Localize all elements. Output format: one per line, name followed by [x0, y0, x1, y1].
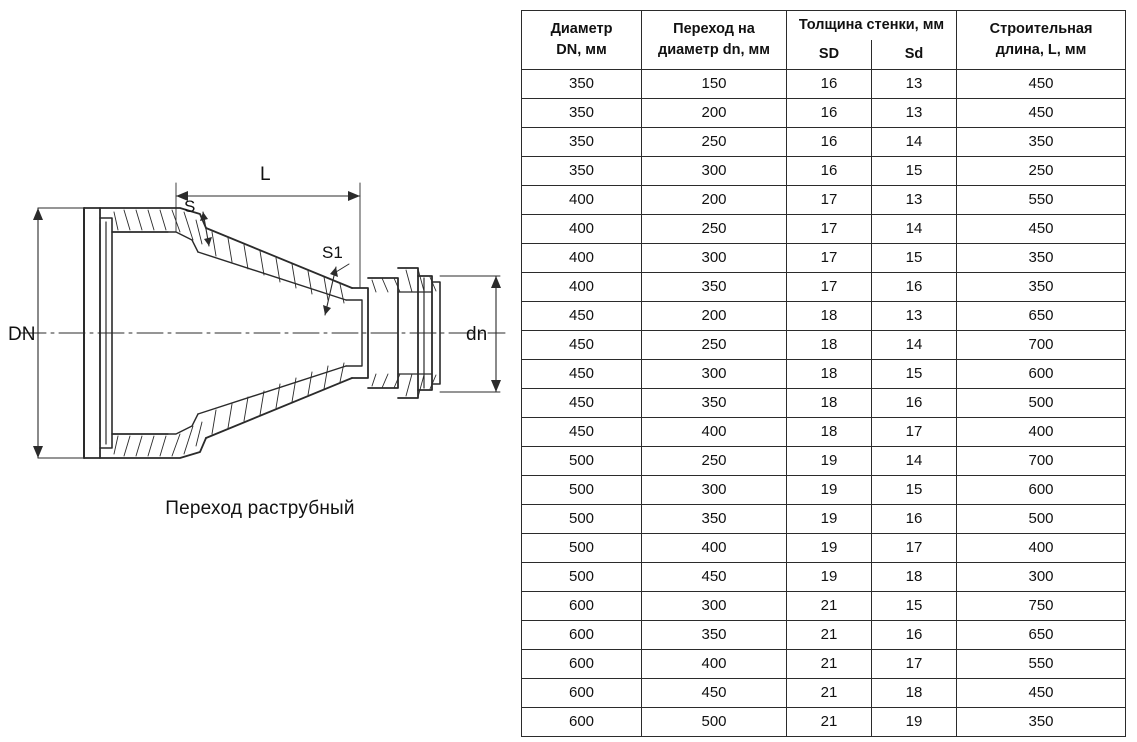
cell-diameter-dn: 400	[522, 186, 642, 215]
cell-length-l: 650	[957, 621, 1126, 650]
cell-diameter-dn: 350	[522, 99, 642, 128]
cell-transition-dn: 150	[642, 70, 787, 99]
cell-diameter-dn: 500	[522, 447, 642, 476]
table-row	[522, 505, 1126, 534]
cell-length-l: 400	[957, 534, 1126, 563]
cell-diameter-dn: 450	[522, 302, 642, 331]
cell-length-l: 400	[957, 418, 1126, 447]
table-header	[522, 11, 1126, 70]
technical-drawing-panel	[0, 0, 520, 742]
cell-wall-sd: 21	[787, 708, 872, 737]
cell-diameter-dn: 600	[522, 679, 642, 708]
table-row	[522, 70, 1126, 99]
th-transition-dn-line2: диаметр dn, мм	[658, 42, 770, 59]
cell-transition-dn: 400	[642, 534, 787, 563]
cell-wall-sd-small: 15	[872, 360, 957, 389]
cell-wall-sd-small: 15	[872, 244, 957, 273]
cell-wall-sd: 16	[787, 128, 872, 157]
cell-length-l: 450	[957, 99, 1126, 128]
cell-transition-dn: 400	[642, 418, 787, 447]
cell-transition-dn: 200	[642, 302, 787, 331]
cell-wall-sd-small: 13	[872, 302, 957, 331]
cell-wall-sd: 16	[787, 99, 872, 128]
cell-length-l: 650	[957, 302, 1126, 331]
cell-transition-dn: 250	[642, 215, 787, 244]
cell-diameter-dn: 500	[522, 534, 642, 563]
cell-wall-sd-small: 16	[872, 505, 957, 534]
cell-transition-dn: 250	[642, 447, 787, 476]
label-dn-big: DN	[8, 324, 36, 345]
cell-wall-sd: 19	[787, 563, 872, 592]
th-diameter-dn-line2: DN, мм	[556, 42, 607, 59]
cell-transition-dn: 200	[642, 186, 787, 215]
cell-diameter-dn: 600	[522, 650, 642, 679]
cell-wall-sd-small: 14	[872, 331, 957, 360]
cell-wall-sd: 16	[787, 70, 872, 99]
cell-diameter-dn: 350	[522, 70, 642, 99]
cell-length-l: 750	[957, 592, 1126, 621]
cell-wall-sd: 17	[787, 186, 872, 215]
table-row	[522, 389, 1126, 418]
cell-diameter-dn: 450	[522, 418, 642, 447]
table-row	[522, 244, 1126, 273]
cell-length-l: 450	[957, 679, 1126, 708]
drawing-caption: Переход раструбный	[165, 498, 355, 519]
cell-wall-sd-small: 18	[872, 563, 957, 592]
cell-wall-sd-small: 17	[872, 418, 957, 447]
th-sd-big: SD	[787, 40, 872, 70]
cell-diameter-dn: 450	[522, 360, 642, 389]
cell-diameter-dn: 500	[522, 505, 642, 534]
cell-wall-sd: 19	[787, 505, 872, 534]
reducer-drawing-svg	[0, 0, 520, 540]
cell-transition-dn: 250	[642, 331, 787, 360]
cell-wall-sd: 17	[787, 215, 872, 244]
th-diameter-dn	[522, 11, 642, 70]
cell-wall-sd-small: 13	[872, 99, 957, 128]
table-row	[522, 650, 1126, 679]
table-body	[522, 70, 1126, 737]
cell-transition-dn: 500	[642, 708, 787, 737]
cell-diameter-dn: 400	[522, 273, 642, 302]
cell-wall-sd-small: 18	[872, 679, 957, 708]
cell-transition-dn: 350	[642, 273, 787, 302]
cell-wall-sd-small: 13	[872, 186, 957, 215]
cell-wall-sd-small: 15	[872, 592, 957, 621]
cell-transition-dn: 300	[642, 592, 787, 621]
cell-transition-dn: 200	[642, 99, 787, 128]
cell-wall-sd: 16	[787, 157, 872, 186]
cell-length-l: 600	[957, 476, 1126, 505]
cell-wall-sd-small: 15	[872, 476, 957, 505]
cell-wall-sd-small: 17	[872, 650, 957, 679]
cell-diameter-dn: 600	[522, 621, 642, 650]
table-row	[522, 476, 1126, 505]
th-transition-dn	[642, 11, 787, 70]
table-row	[522, 128, 1126, 157]
table-row	[522, 360, 1126, 389]
th-transition-dn-line1: Переход на	[673, 21, 755, 37]
cell-length-l: 300	[957, 563, 1126, 592]
cell-transition-dn: 450	[642, 563, 787, 592]
cell-wall-sd-small: 19	[872, 708, 957, 737]
th-construction-length-line1: Строительная	[989, 21, 1093, 37]
cell-wall-sd: 18	[787, 389, 872, 418]
cell-transition-dn: 300	[642, 244, 787, 273]
cell-diameter-dn: 450	[522, 389, 642, 418]
th-wall-thickness-group: Толщина стенки, мм	[787, 11, 957, 41]
cell-transition-dn: 250	[642, 128, 787, 157]
cell-transition-dn: 300	[642, 476, 787, 505]
cell-length-l: 700	[957, 331, 1126, 360]
table-row	[522, 447, 1126, 476]
cell-length-l: 450	[957, 215, 1126, 244]
cell-diameter-dn: 450	[522, 331, 642, 360]
cell-length-l: 450	[957, 70, 1126, 99]
cell-wall-sd-small: 14	[872, 447, 957, 476]
label-wall-s1: S1	[322, 243, 343, 262]
cell-length-l: 550	[957, 650, 1126, 679]
table-row	[522, 331, 1126, 360]
cell-wall-sd: 21	[787, 621, 872, 650]
cell-transition-dn: 400	[642, 650, 787, 679]
cell-wall-sd-small: 14	[872, 128, 957, 157]
cell-wall-sd: 17	[787, 244, 872, 273]
cell-transition-dn: 350	[642, 505, 787, 534]
cell-wall-sd-small: 13	[872, 70, 957, 99]
cell-wall-sd: 21	[787, 592, 872, 621]
cell-transition-dn: 300	[642, 360, 787, 389]
cell-length-l: 250	[957, 157, 1126, 186]
cell-wall-sd-small: 16	[872, 621, 957, 650]
cell-length-l: 350	[957, 244, 1126, 273]
table-row	[522, 418, 1126, 447]
cell-wall-sd: 19	[787, 476, 872, 505]
cell-wall-sd: 18	[787, 331, 872, 360]
label-wall-s: S	[184, 197, 196, 216]
table-row	[522, 215, 1126, 244]
cell-wall-sd-small: 16	[872, 389, 957, 418]
cell-wall-sd: 18	[787, 302, 872, 331]
cell-length-l: 550	[957, 186, 1126, 215]
cell-length-l: 350	[957, 273, 1126, 302]
cell-diameter-dn: 500	[522, 476, 642, 505]
cell-transition-dn: 450	[642, 679, 787, 708]
table-row	[522, 273, 1126, 302]
table-row	[522, 621, 1126, 650]
cell-wall-sd-small: 17	[872, 534, 957, 563]
cell-wall-sd: 18	[787, 360, 872, 389]
cell-wall-sd-small: 16	[872, 273, 957, 302]
table-row	[522, 679, 1126, 708]
table-row	[522, 99, 1126, 128]
cell-length-l: 500	[957, 389, 1126, 418]
cell-transition-dn: 350	[642, 389, 787, 418]
specification-table-wrap	[521, 10, 1127, 737]
table-row	[522, 302, 1126, 331]
cell-length-l: 600	[957, 360, 1126, 389]
table-row	[522, 186, 1126, 215]
cell-diameter-dn: 400	[522, 244, 642, 273]
cell-wall-sd: 21	[787, 679, 872, 708]
cell-diameter-dn: 600	[522, 708, 642, 737]
specification-table	[521, 10, 1126, 737]
cell-length-l: 700	[957, 447, 1126, 476]
table-row	[522, 157, 1126, 186]
cell-diameter-dn: 600	[522, 592, 642, 621]
cell-transition-dn: 350	[642, 621, 787, 650]
table-row	[522, 592, 1126, 621]
cell-diameter-dn: 350	[522, 128, 642, 157]
cell-wall-sd-small: 14	[872, 215, 957, 244]
table-row	[522, 534, 1126, 563]
th-diameter-dn-line1: Диаметр	[550, 21, 613, 37]
table-row	[522, 708, 1126, 737]
th-construction-length	[957, 11, 1126, 70]
table-row	[522, 563, 1126, 592]
cell-length-l: 350	[957, 708, 1126, 737]
cell-wall-sd: 19	[787, 534, 872, 563]
cell-diameter-dn: 350	[522, 157, 642, 186]
label-dn-small: dn	[466, 324, 488, 345]
cell-diameter-dn: 400	[522, 215, 642, 244]
label-length-l: L	[260, 164, 271, 185]
cell-length-l: 500	[957, 505, 1126, 534]
cell-wall-sd-small: 15	[872, 157, 957, 186]
cell-transition-dn: 300	[642, 157, 787, 186]
th-sd-small: Sd	[872, 40, 957, 70]
cell-wall-sd: 17	[787, 273, 872, 302]
cell-wall-sd: 18	[787, 418, 872, 447]
th-construction-length-line2: длина, L, мм	[995, 42, 1087, 59]
cell-wall-sd: 19	[787, 447, 872, 476]
cell-diameter-dn: 500	[522, 563, 642, 592]
cell-wall-sd: 21	[787, 650, 872, 679]
cell-length-l: 350	[957, 128, 1126, 157]
